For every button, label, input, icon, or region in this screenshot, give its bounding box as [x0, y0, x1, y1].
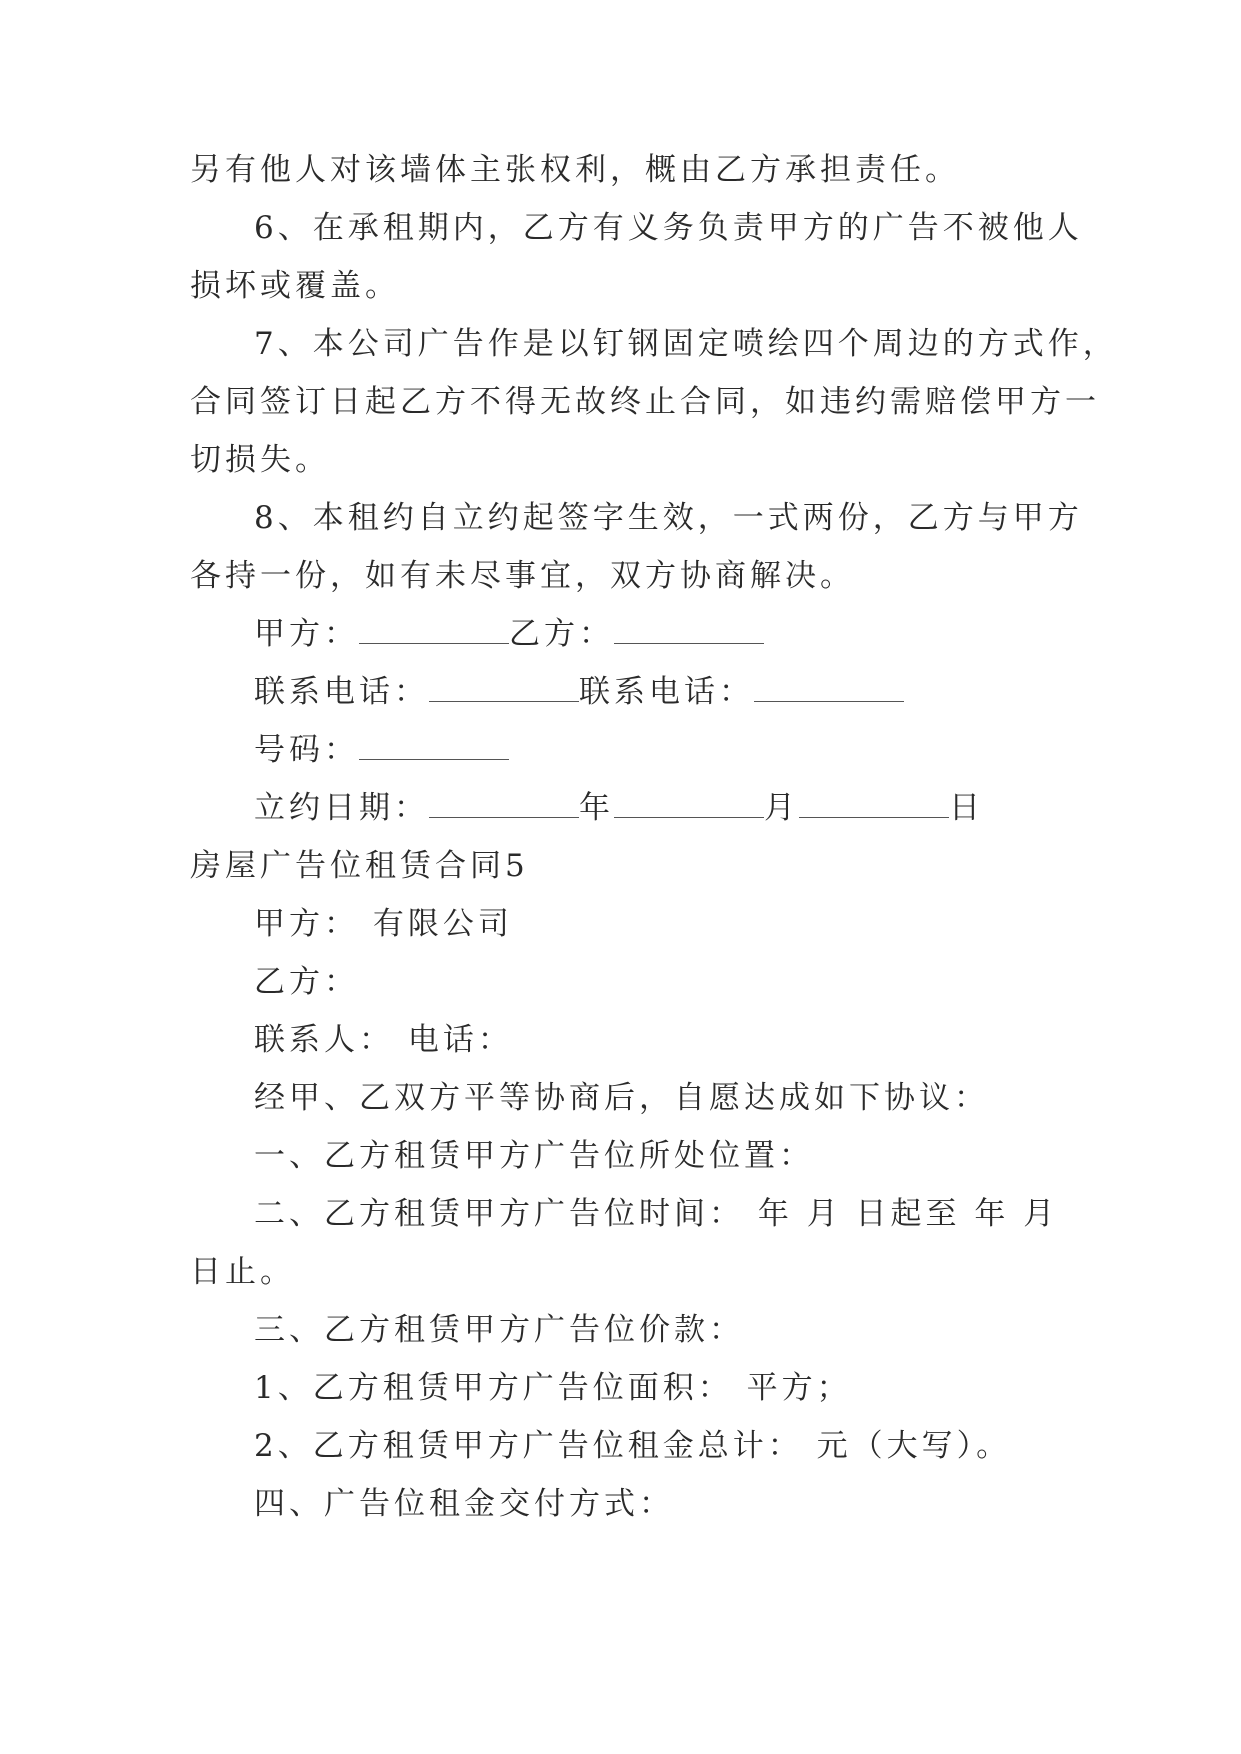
text-line: 损坏或覆盖。 [190, 268, 400, 304]
clause-three: 三、乙方租赁甲方广告位价款： [254, 1312, 744, 1348]
party-b-line: 乙方： [254, 964, 359, 1000]
clause-6: 6、在承租期内，乙方有义务负责甲方的广告不被他人 [254, 210, 1083, 246]
text-line: 日止。 [190, 1254, 295, 1290]
text-line: 合同签订日起乙方不得无故终止合同，如违约需赔偿甲方一 [190, 384, 1100, 420]
text-line: 各持一份，如有未尽事宜，双方协商解决。 [190, 558, 855, 594]
month-label: 月 [764, 790, 799, 826]
clause-four: 四、广告位租金交付方式： [254, 1486, 674, 1522]
number-label: 号码： [254, 732, 359, 768]
text-line: 切损失。 [190, 442, 330, 478]
text-line: 另有他人对该墙体主张权利，概由乙方承担责任。 [190, 152, 960, 188]
contact-line: 联系人： 电话： [254, 1022, 513, 1058]
signature-number-row [254, 730, 509, 770]
year-blank[interactable] [429, 791, 579, 818]
clause-one: 一、乙方租赁甲方广告位所处位置： [254, 1138, 814, 1174]
party-a-label: 甲方： [254, 616, 359, 652]
agreement-intro: 经甲、乙双方平等协商后，自愿达成如下协议： [254, 1080, 989, 1116]
phone-b-blank[interactable] [754, 675, 904, 702]
date-label: 立约日期： [254, 790, 429, 826]
party-a-blank[interactable] [359, 617, 509, 644]
clause-two: 二、乙方租赁甲方广告位时间： 年 月 日起至 年 月 [254, 1196, 1059, 1232]
clause-three-2: 2、乙方租赁甲方广告位租金总计： 元（大写）。 [254, 1428, 1012, 1464]
signature-party-row [254, 614, 764, 654]
clause-three-1: 1、乙方租赁甲方广告位面积： 平方； [254, 1370, 852, 1406]
clause-8: 8、本租约自立约起签字生效，一式两份，乙方与甲方 [254, 500, 1083, 536]
clause-7: 7、本公司广告作是以钉钢固定喷绘四个周边的方式作， [254, 326, 1118, 362]
year-label: 年 [579, 790, 614, 826]
party-a-line: 甲方： 有限公司 [254, 906, 513, 942]
signature-phone-row [254, 672, 904, 712]
section-title: 房屋广告位租赁合同5 [190, 848, 529, 884]
phone-label-a: 联系电话： [254, 674, 429, 710]
day-label: 日 [949, 790, 984, 826]
party-b-label: 乙方： [509, 616, 614, 652]
day-blank[interactable] [799, 791, 949, 818]
month-blank[interactable] [614, 791, 764, 818]
signature-date-row [254, 788, 984, 828]
party-b-blank[interactable] [614, 617, 764, 644]
phone-label-b: 联系电话： [579, 674, 754, 710]
number-blank[interactable] [359, 733, 509, 760]
phone-a-blank[interactable] [429, 675, 579, 702]
